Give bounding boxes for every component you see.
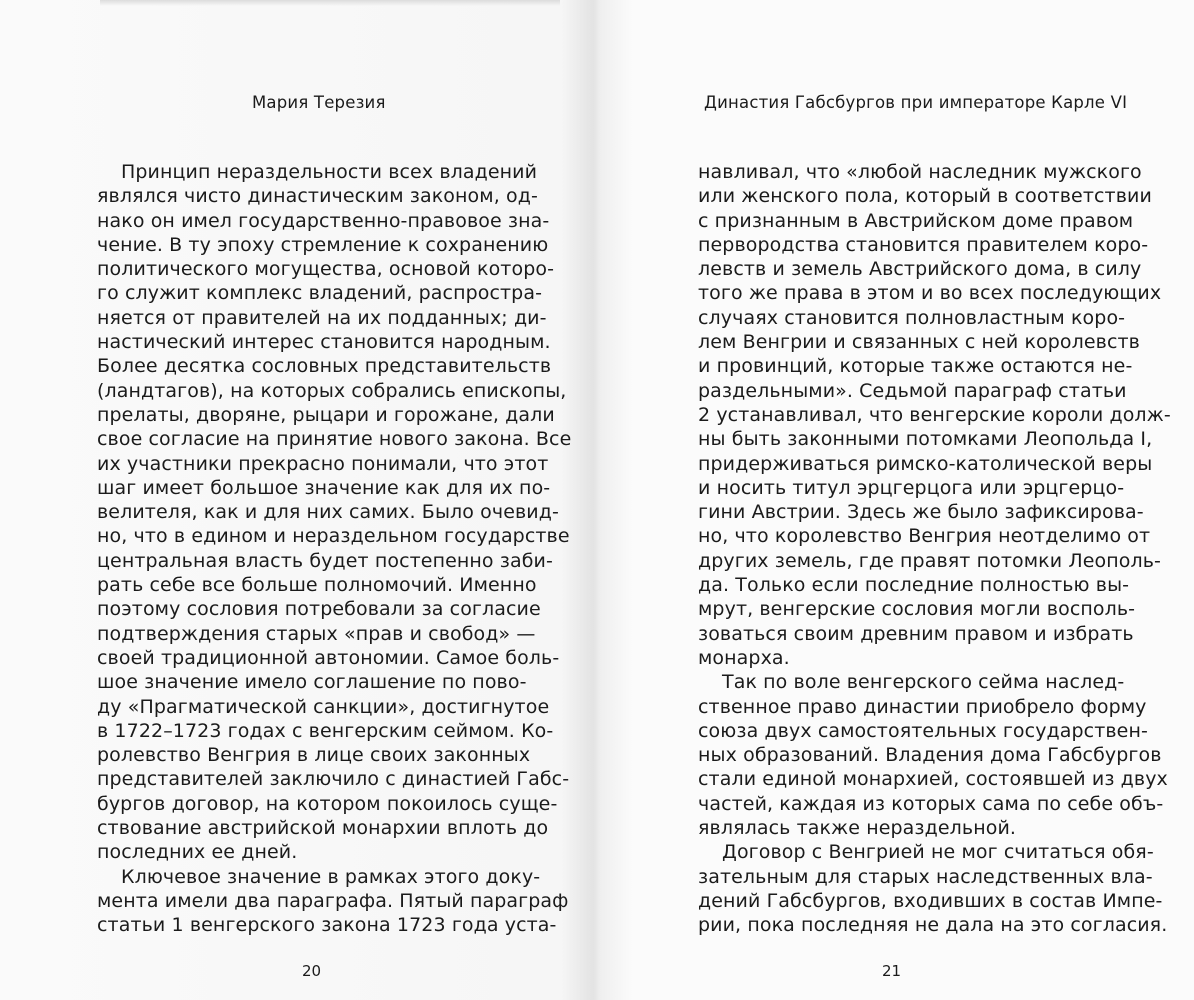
text-line: и провинций, которые также остаются не- bbox=[698, 355, 1133, 378]
text-line: являлся чисто династическим законом, од- bbox=[97, 185, 538, 208]
text-line: лем Венгрии и связанных с ней королевств bbox=[698, 331, 1140, 354]
text-line: первородства становится правителем коро- bbox=[698, 233, 1149, 256]
text-line: шаг имеет большое значение как для их по- bbox=[97, 476, 551, 499]
text-line: придерживаться римско-католической веры bbox=[698, 452, 1153, 475]
text-line: 2 устанавливал, что венгерские короли долж- bbox=[698, 403, 1171, 426]
text-line: являлась также нераздельной. bbox=[698, 817, 1017, 840]
text-line: чение. В ту эпоху стремление к сохранению bbox=[97, 233, 549, 256]
text-line: центральная власть будет постепенно заби- bbox=[97, 549, 553, 572]
text-line: частей, каждая из которых сама по себе объ- bbox=[698, 792, 1164, 815]
text-line: шое значение имело соглашение по пово- bbox=[97, 671, 527, 694]
text-line: нако он имел государственно-правовое зна- bbox=[97, 209, 550, 232]
text-line: ны быть законными потомками Леопольда I, bbox=[698, 428, 1153, 451]
text-line: рии, пока последняя не дала на это согласия. bbox=[698, 914, 1168, 937]
text-line: Принцип нераздельности всех владений bbox=[121, 161, 538, 183]
text-line: дений Габсбургов, входивших в состав Импе- bbox=[698, 889, 1163, 912]
text-line: мента имели два параграфа. Пятый параграф bbox=[97, 889, 569, 912]
body-text-left bbox=[97, 160, 572, 938]
text-line: зоваться своим древним правом и избрать bbox=[698, 622, 1134, 645]
text-line: политического могущества, основой которо- bbox=[97, 258, 555, 281]
right-page bbox=[597, 0, 1194, 1000]
text-line: левств и земель Австрийского дома, в силу bbox=[698, 258, 1142, 281]
text-line: да. Только если последние полностью вы- bbox=[698, 574, 1130, 597]
running-head-right: Династия Габсбургов при императоре Карле VI bbox=[704, 93, 1128, 112]
text-line: зательным для старых наследственных вла- bbox=[698, 865, 1153, 888]
text-line: поэтому сословия потребовали за согласие bbox=[97, 598, 541, 621]
body-text-right bbox=[698, 160, 1171, 938]
text-line: рать себе все больше полномочий. Именно bbox=[97, 574, 537, 597]
text-line: бургов договор, на котором покоилось суще- bbox=[97, 792, 558, 815]
text-line: с признанным в Австрийском доме правом bbox=[698, 209, 1134, 232]
text-line: ствование австрийской монархии вплоть до bbox=[97, 817, 549, 840]
text-line: Договор с Венгрией не мог считаться обя- bbox=[722, 841, 1154, 864]
text-line: велителя, как и для них самих. Было очевид- bbox=[97, 501, 559, 524]
text-line: того же права в этом и во всех последующих bbox=[698, 282, 1162, 305]
text-line: их участники прекрасно понимали, что этот bbox=[97, 452, 549, 475]
text-line: няется от правителей на их подданных; ди- bbox=[97, 306, 547, 329]
text-line: прелаты, дворяне, рыцари и горожане, дали bbox=[97, 403, 555, 426]
text-line: навливал, что «любой наследник мужского bbox=[698, 161, 1142, 183]
text-line: представителей заключило с династией Габс- bbox=[97, 768, 570, 791]
text-line: последних ее дней. bbox=[97, 841, 298, 864]
text-line: ных образований. Владения дома Габсбургов bbox=[698, 744, 1162, 767]
text-line: Более десятка сословных представительств bbox=[97, 355, 552, 378]
text-line: ролевство Венгрия в лице своих законных bbox=[97, 744, 531, 767]
text-line: мрут, венгерские сословия могли восполь- bbox=[698, 598, 1136, 621]
text-line: (ландтагов), на которых собрались епископы, bbox=[97, 379, 567, 402]
text-line: гини Австрии. Здесь же было зафиксирова- bbox=[698, 501, 1144, 524]
text-line: в 1722–1723 годах с венгерским сеймом. Ко- bbox=[97, 719, 554, 742]
text-line: Ключевое значение в рамках этого доку- bbox=[121, 865, 541, 888]
text-line: Так по воле венгерского сейма наслед- bbox=[722, 671, 1125, 694]
text-line: союза двух самостоятельных государствен- bbox=[698, 719, 1148, 742]
text-line: раздельными». Седьмой параграф статьи bbox=[698, 379, 1127, 402]
text-line: но, что королевство Венгрия неотделимо от bbox=[698, 525, 1151, 548]
running-head-left: Мария Терезия bbox=[252, 93, 386, 112]
text-line: или женского пола, который в соответствии bbox=[698, 185, 1152, 208]
text-line: случаях становится полновластным коро- bbox=[698, 306, 1126, 329]
text-line: других земель, где правят потомки Леополь- bbox=[698, 549, 1161, 572]
text-line: но, что в едином и нераздельном государстве bbox=[97, 525, 570, 548]
text-line: монарха. bbox=[698, 646, 790, 669]
text-line: своей традиционной автономии. Самое боль- bbox=[97, 646, 560, 669]
text-line: свое согласие на принятие нового закона. Все bbox=[97, 428, 572, 451]
text-line: и носить титул эрцгерцога или эрцгерцо- bbox=[698, 476, 1125, 499]
text-line: статьи 1 венгерского закона 1723 года уста- bbox=[97, 914, 557, 937]
text-line: го служит комплекс владений, распростра- bbox=[97, 282, 543, 305]
page-number-left: 20 bbox=[302, 962, 322, 980]
text-line: подтверждения старых «прав и свобод» — bbox=[97, 622, 536, 645]
text-line: ственное право династии приобрело форму bbox=[698, 695, 1147, 718]
text-line: настический интерес становится народным. bbox=[97, 331, 551, 354]
page-number-right: 21 bbox=[882, 962, 902, 980]
text-line: ду «Прагматической санкции», достигнутое bbox=[97, 695, 550, 718]
text-line: стали единой монархией, состоявшей из двух bbox=[698, 768, 1168, 791]
